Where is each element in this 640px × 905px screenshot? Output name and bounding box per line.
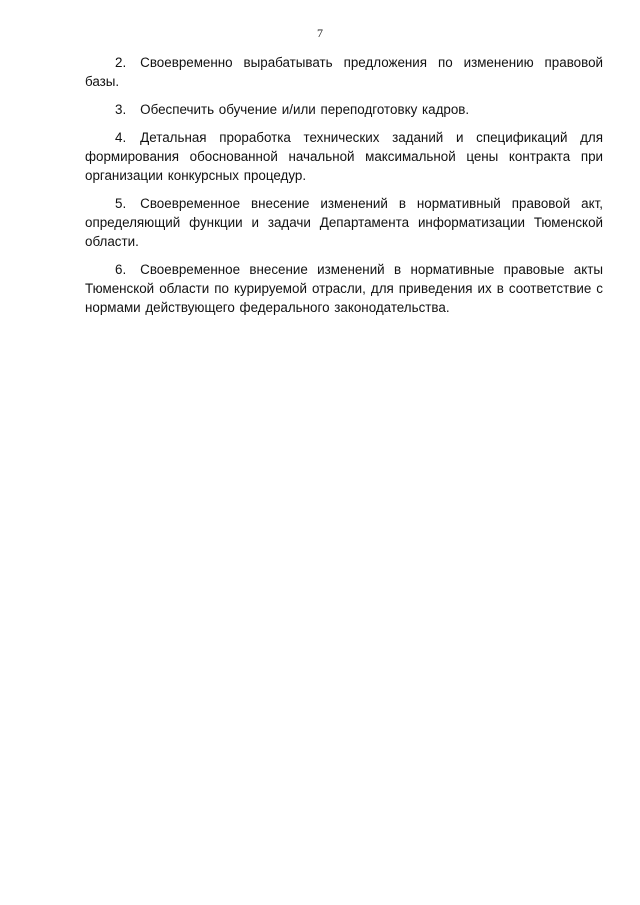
item-text: Своевременное внесение изменений в нормативные правовые акты Тюменской области по курируемой отрасли, для приведения их в соответствие с нормами действующего федерального законодательства. bbox=[85, 262, 603, 315]
item-number: 6. bbox=[115, 262, 127, 277]
item-text: Своевременно вырабатывать предложения по изменению правовой базы. bbox=[85, 55, 603, 89]
item-number: 5. bbox=[115, 196, 127, 211]
item-text: Своевременное внесение изменений в нормативный правовой акт, определяющий функции и задачи Департамента информатизации Тюменской области. bbox=[85, 196, 603, 249]
document-body bbox=[85, 53, 603, 326]
item-number: 3. bbox=[115, 102, 127, 117]
item-number: 4. bbox=[115, 130, 127, 145]
list-item bbox=[85, 194, 603, 251]
list-item bbox=[85, 53, 603, 91]
item-text: Обеспечить обучение и/или переподготовку кадров. bbox=[140, 102, 470, 117]
list-item bbox=[85, 128, 603, 185]
list-item bbox=[85, 100, 603, 119]
item-number: 2. bbox=[115, 55, 127, 70]
list-item bbox=[85, 260, 603, 317]
item-text: Детальная проработка технических заданий и спецификаций для формирования обоснованной начальной максимальной цены контракта при организации конкурсных процедур. bbox=[85, 130, 603, 183]
page-number: 7 bbox=[317, 26, 323, 40]
